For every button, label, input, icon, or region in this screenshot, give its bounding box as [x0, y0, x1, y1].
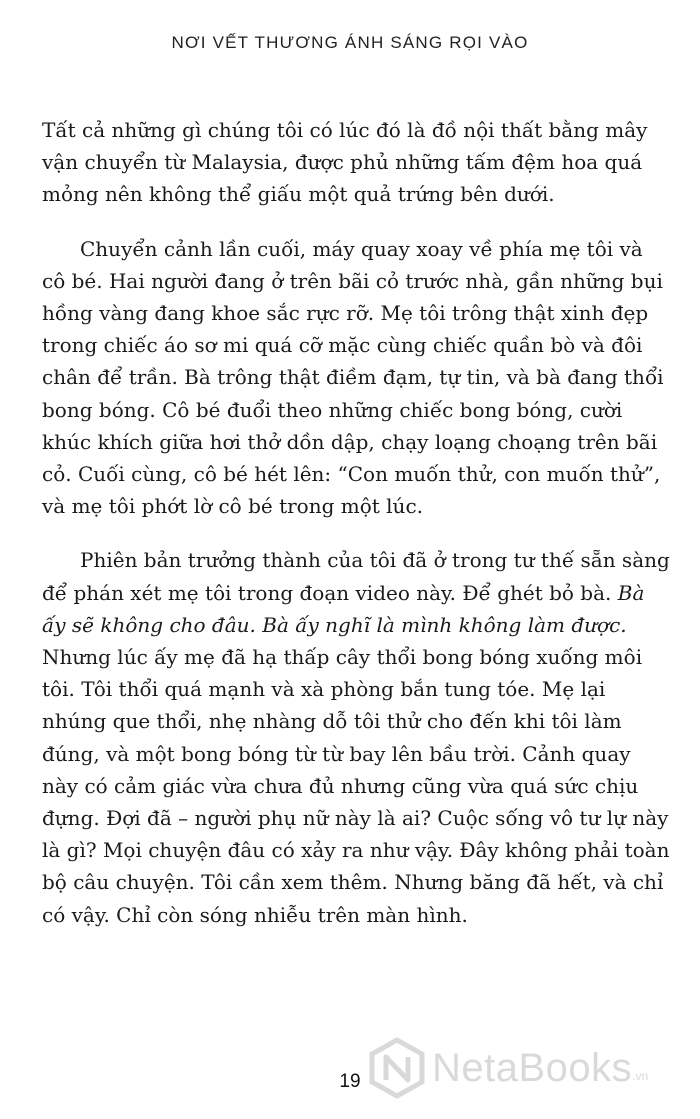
watermark [366, 1033, 696, 1103]
running-header: NƠI VẾT THƯƠNG ÁNH SÁNG RỌI VÀO [171, 33, 529, 52]
page-number: 19 [339, 1071, 361, 1092]
paragraph-1: Tất cả những gì chúng tôi có lúc đó là đồ nội thất bằng mây vận chuyển từ Malaysia, được phủ những tấm đệm hoa quá mỏng nên không thể giấu một quả trứng bên dưới. [42, 118, 648, 207]
paragraph-3 [42, 544, 672, 930]
watermark-brand: NetaBooks [432, 1045, 633, 1090]
netabooks-logo-icon [366, 1037, 428, 1099]
paragraph-3-italic: Bà ấy sẽ không cho đâu. Bà ấy nghĩ là mình không làm được. [42, 580, 645, 637]
paragraph-3-lead: Phiên bản trưởng thành của tôi đã ở trong tư thế sẵn sàng để phán xét mẹ tôi trong đoạn video này. Để ghét bỏ bà. [42, 548, 670, 605]
paragraph-3-rest: Nhưng lúc ấy mẹ đã hạ thấp cây thổi bong bóng xuống môi tôi. Tôi thổi quá mạnh và xà phòng bắn tung tóe. Mẹ lại nhúng que thổi, nhẹ nhàng dỗ tôi thử cho đến khi tôi làm đúng, và một bong bóng từ từ bay lên bầu trời. Cảnh quay này có cảm giác vừa chưa đủ nhưng cũng vừa quá sức chịu đựng. Đợi đã – người phụ nữ này là ai? Cuộc sống vô tư lự này là gì? Mọi chuyện đâu có xảy ra như vậy. Đây không phải toàn bộ câu chuyện. Tôi cần xem thêm. Nhưng băng đã hết, và chỉ có vậy. Chỉ còn sóng nhiễu trên màn hình. [42, 645, 670, 927]
paragraph-2: Chuyển cảnh lần cuối, máy quay xoay về phía mẹ tôi và cô bé. Hai người đang ở trên bãi cỏ trước nhà, gần những bụi hồng vàng đang khoe sắc rực rỡ. Mẹ tôi trông thật xinh đẹp trong chiếc áo sơ mi quá cỡ mặc cùng chiếc quần bò và đôi chân để trần. Bà trông thật điềm đạm, tự tin, và bà đang thổi bong bóng. Cô bé đuổi theo những chiếc bong bóng, cười khúc khích giữa hơi thở dồn dập, chạy loạng choạng trên bãi cỏ. Cuối cùng, cô bé hét lên: “Con muốn thử, con muốn thử”, và mẹ tôi phớt lờ cô bé trong một lúc. [42, 236, 664, 519]
page-body [42, 114, 672, 953]
watermark-suffix: .vn [632, 1069, 649, 1083]
